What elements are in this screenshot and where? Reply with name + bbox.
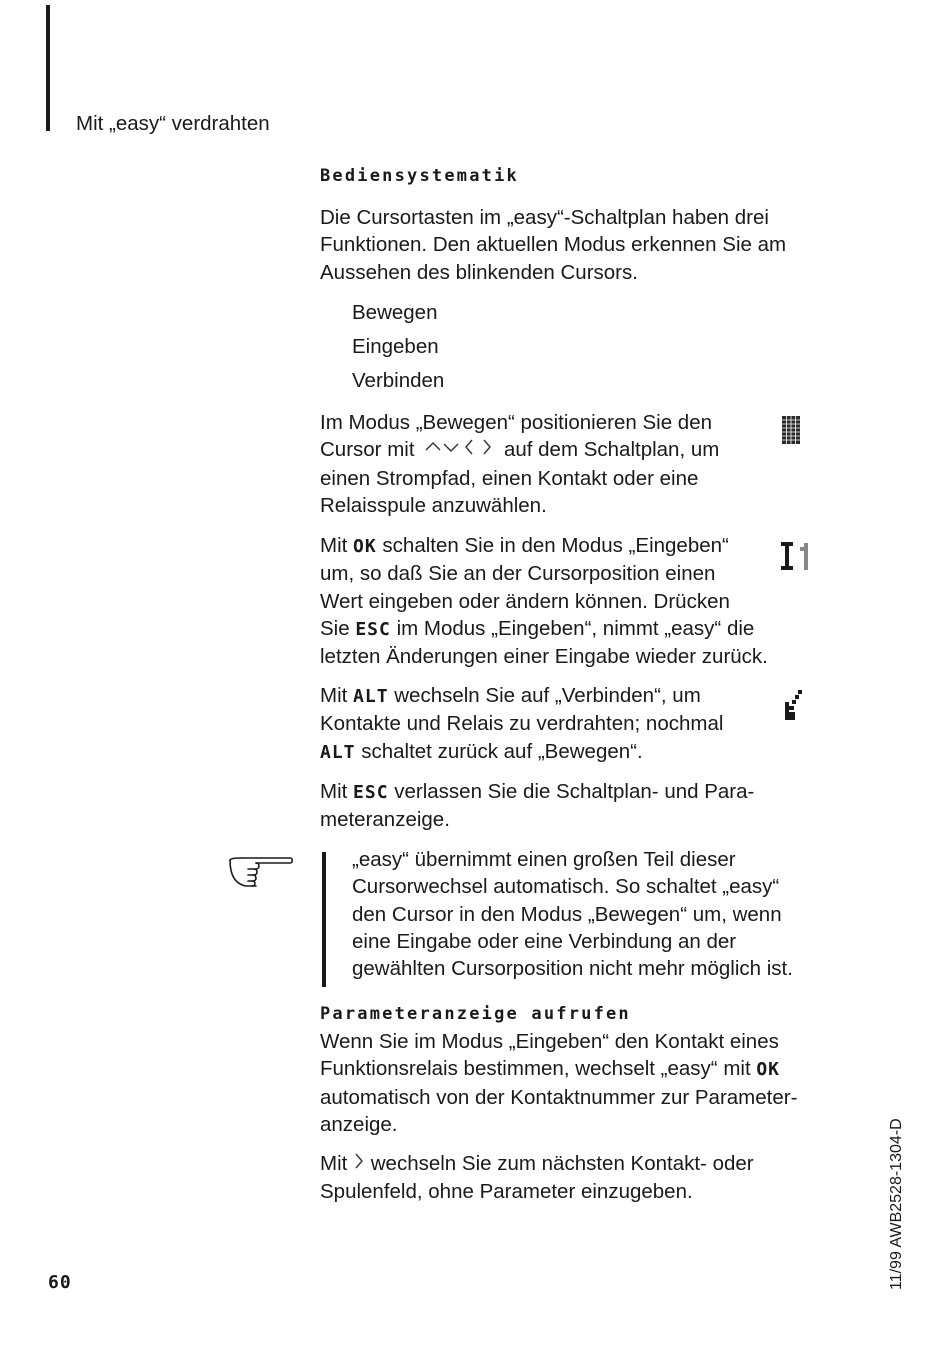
- paragraph-line: [320, 738, 723, 766]
- paragraph-text: Funktionsrelais bestimmen, wechselt „easy“ mit: [320, 1057, 751, 1081]
- paragraph-line: [320, 436, 719, 464]
- eingeben-paragraph: [320, 532, 768, 670]
- note-line: „easy“ übernimmt einen großen Teil dieser: [352, 848, 736, 871]
- paragraph-text: wechseln Sie zum nächsten Kontakt- oder: [370, 1152, 754, 1175]
- paragraph-line: um, so daß Sie an der Cursorposition einen: [320, 562, 716, 586]
- paragraph-text: verlassen Sie die Schaltplan- und Para-: [394, 780, 755, 803]
- paragraph-text: wechseln Sie auf „Verbinden“, um: [394, 684, 701, 707]
- paragraph-line: meteranzeige.: [320, 808, 450, 832]
- header-bar: [46, 5, 50, 131]
- key-ok: OK: [756, 1059, 781, 1081]
- page-header-title: Mit „easy“ verdrahten: [76, 112, 270, 135]
- note-line: gewählten Cursorposition nicht mehr möglich ist.: [352, 957, 793, 981]
- paragraph-line: [320, 615, 768, 643]
- note-line: den Cursor in den Modus „Bewegen“ um, wenn: [352, 902, 782, 926]
- paragraph-text: auf dem Schaltplan, um: [503, 438, 720, 462]
- paragraph-line: Kontakte und Relais zu verdrahten; nochmal: [320, 712, 724, 736]
- paragraph-line: [320, 1150, 754, 1178]
- paragraph-text: Cursor mit: [320, 438, 415, 462]
- key-esc: ESC: [355, 618, 391, 640]
- paragraph-line: [320, 1055, 797, 1083]
- mode-item-verbinden: Verbinden: [352, 369, 445, 392]
- key-esc: ESC: [353, 782, 389, 803]
- intro-paragraph: [320, 204, 786, 286]
- intro-line: Die Cursortasten im „easy“-Schaltplan haben drei: [320, 206, 769, 229]
- paragraph-text: Mit: [320, 780, 348, 803]
- down-arrow-icon: [444, 444, 458, 451]
- mode-list: [352, 299, 444, 401]
- note-line: Cursorwechsel automatisch. So schaltet „easy“: [352, 875, 780, 899]
- next-field-paragraph: [320, 1150, 754, 1206]
- page-number: 60: [48, 1272, 72, 1293]
- connect-cursor-icon: [784, 688, 804, 720]
- paragraph-text: Mit: [320, 684, 348, 707]
- esc-paragraph: [320, 778, 754, 834]
- intro-line: Funktionen. Den aktuellen Modus erkennen Sie am: [320, 233, 787, 257]
- paragraph-text: schaltet zurück auf „Bewegen“.: [361, 739, 643, 763]
- paragraph-line: [320, 532, 768, 560]
- paragraph-line: Relaisspule anzuwählen.: [320, 493, 547, 517]
- paragraph-line: automatisch von der Kontaktnummer zur Parameter-: [320, 1085, 798, 1109]
- mode-item-bewegen: Bewegen: [352, 301, 438, 324]
- paragraph-text: Mit: [320, 534, 348, 557]
- note-line: eine Eingabe oder eine Verbindung an der: [352, 929, 737, 953]
- right-arrow-icon: [484, 440, 490, 454]
- bewegen-paragraph: [320, 409, 719, 519]
- key-ok: OK: [353, 536, 377, 557]
- paragraph-line: einen Strompfad, einen Kontakt oder eine: [320, 466, 699, 490]
- document-id: 11/99 AWB2528-1304-D: [888, 1118, 905, 1290]
- paragraph-line: [320, 778, 754, 806]
- paragraph-line: Wert eingeben oder ändern können. Drücken: [320, 589, 730, 613]
- key-alt: ALT: [320, 741, 356, 763]
- paragraph-line: Spulenfeld, ohne Parameter einzugeben.: [320, 1180, 693, 1204]
- note-paragraph: [352, 846, 793, 982]
- paragraph-line: Wenn Sie im Modus „Eingeben“ den Kontakt eines: [320, 1030, 779, 1053]
- paragraph-text: schalten Sie in den Modus „Eingeben“: [382, 534, 729, 557]
- paragraph-line: [320, 682, 723, 710]
- pointing-hand-icon: [226, 850, 294, 890]
- right-arrow-icon: [353, 1151, 365, 1178]
- arrow-keys: [424, 437, 496, 464]
- note-bar: [322, 852, 326, 987]
- up-arrow-icon: [426, 443, 440, 450]
- input-cursor-icon: [780, 540, 812, 572]
- mode-item-eingeben: Eingeben: [352, 335, 439, 358]
- paragraph-line: letzten Änderungen einer Eingabe wieder zurück.: [320, 645, 768, 669]
- parameteranzeige-paragraph: [320, 1028, 797, 1138]
- paragraph-text: im Modus „Eingeben“, nimmt „easy“ die: [396, 616, 755, 640]
- paragraph-line: anzeige.: [320, 1112, 398, 1136]
- paragraph-text: Sie: [320, 616, 350, 640]
- verbinden-paragraph: [320, 682, 723, 766]
- intro-line: Aussehen des blinkenden Cursors.: [320, 260, 638, 284]
- paragraph-text: Mit: [320, 1152, 348, 1175]
- block-cursor-icon: [782, 416, 800, 444]
- section-heading-bediensystematik: Bediensystematik: [320, 166, 519, 186]
- key-alt: ALT: [353, 686, 389, 707]
- section-heading-parameteranzeige: Parameteranzeige aufrufen: [320, 1004, 631, 1024]
- paragraph-line: Im Modus „Bewegen“ positionieren Sie den: [320, 411, 712, 434]
- left-arrow-icon: [466, 440, 472, 454]
